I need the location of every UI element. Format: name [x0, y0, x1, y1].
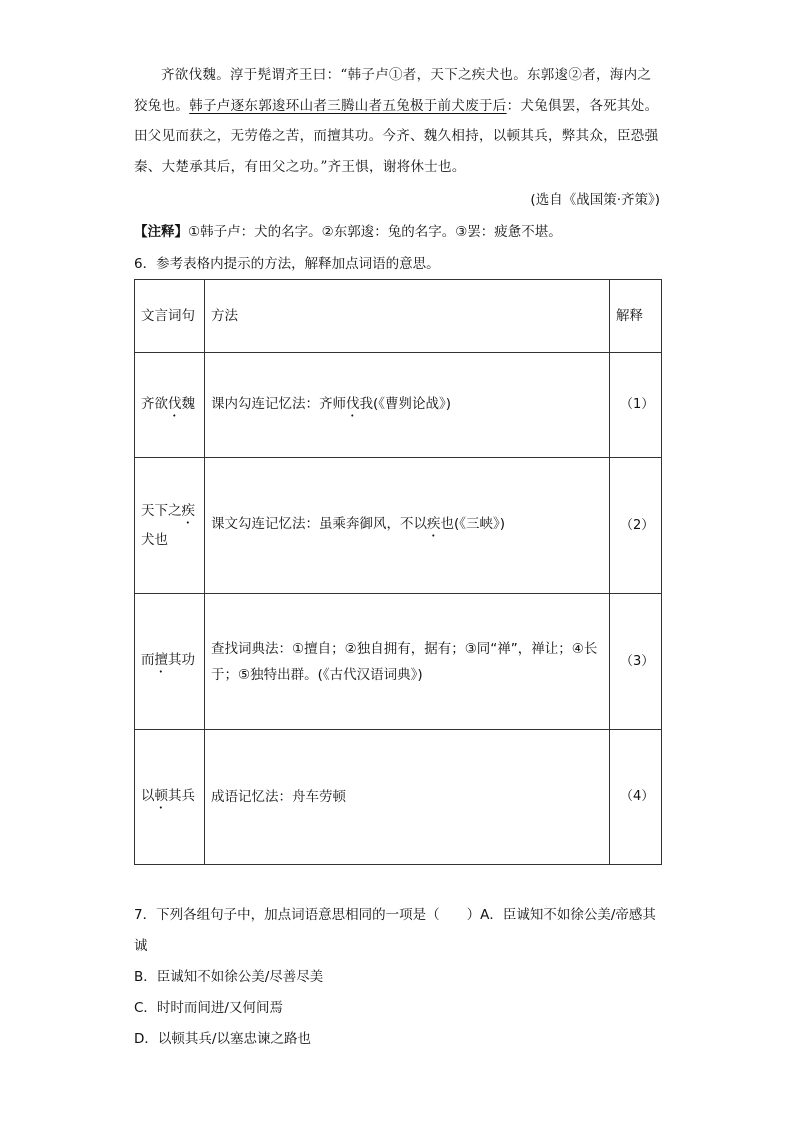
answer-blank[interactable]: （1）: [610, 353, 662, 458]
dotted-word: 伐: [346, 395, 360, 412]
dotted-word: 顿: [154, 787, 168, 804]
dotted-word: 疾: [427, 516, 441, 532]
answer-blank[interactable]: （2）: [610, 458, 662, 594]
table-row: [135, 353, 662, 458]
method-table: [134, 279, 662, 865]
phrase-text: 犬也: [141, 532, 168, 548]
method-cell: 查找词典法：①擅自；②独自拥有，据有；③同“禅”，禅让；④长于；⑤独特出群。(《古代汉语词典》): [205, 594, 610, 730]
passage-underlined-sentence: 韩子卢逐东郭逡环山者三腾山者五兔极于前犬废于后: [189, 97, 507, 114]
phrase-cell: [135, 458, 205, 594]
question-7-stem: 7．下列各组句子中，加点词语意思相同的一项是（ ）A．臣诚知不如徐公美/帝感其诚: [134, 907, 656, 954]
phrase-text: 以: [141, 787, 155, 804]
annotations-label: 【注释】: [134, 224, 188, 240]
method-cell: [205, 458, 610, 594]
dotted-word: 疾: [181, 503, 195, 519]
dotted-word: 伐: [168, 395, 182, 412]
question-6-title: 6．参考表格内提示的方法，解释加点词语的意思。: [134, 256, 440, 272]
option-d[interactable]: D．以顿其兵/以塞忠谏之路也: [134, 1031, 311, 1047]
passage-part-1: 齐欲伐魏。淳于髡谓齐王曰：“韩子卢①者，天下之疾犬也。东郭逡②者，海内之狡兔也。: [134, 67, 652, 114]
phrase-cell: [135, 594, 205, 730]
annotations-text: ①韩子卢：犬的名字。②东郭逡：兔的名字。③罢：疲惫不堪。: [188, 224, 562, 240]
method-text: 课文勾连记忆法：虽乘奔御风，不以: [211, 516, 427, 532]
table-header-row: [135, 280, 662, 353]
method-cell: 成语记忆法：舟车劳顿: [205, 730, 610, 865]
table-row: [135, 594, 662, 730]
phrase-cell: [135, 730, 205, 865]
phrase-text: 魏: [181, 395, 195, 412]
phrase-text: 齐欲: [141, 395, 168, 412]
method-text: 课内勾连记忆法：齐师: [211, 395, 346, 412]
phrase-text: 其兵: [168, 787, 195, 804]
answer-blank[interactable]: （3）: [610, 594, 662, 730]
method-text: 也(《三峡》): [440, 516, 506, 532]
dotted-word: 擅: [154, 652, 168, 668]
header-phrase: 文言词句: [135, 280, 205, 353]
phrase-text: 天下之: [141, 503, 182, 519]
header-method: 方法: [205, 280, 610, 353]
header-answer: 解释: [610, 280, 662, 353]
phrase-cell: [135, 353, 205, 458]
passage-source: (选自《战国策·齐策》): [530, 192, 660, 208]
option-c[interactable]: C．时时而间进/又何间焉: [134, 1000, 283, 1016]
table-row: [135, 458, 662, 594]
answer-blank[interactable]: （4）: [610, 730, 662, 865]
table-row: [135, 730, 662, 865]
method-text: 我(《曹刿论战》): [359, 395, 452, 412]
passage-part-3: ：犬兔俱罢，各死其处。田父见而获之，无劳倦之苦，而擅其功。今齐、魏久相持，以顿其兵，弊其众，臣恐强秦、大楚承其后，有田父之功。”齐王惧，谢将休士也。: [134, 97, 659, 175]
phrase-text: 其功: [168, 652, 195, 668]
annotations: [134, 220, 562, 240]
question-7: [134, 900, 662, 1055]
phrase-text: 而: [141, 652, 155, 668]
classical-passage: [134, 60, 662, 182]
method-cell: [205, 353, 610, 458]
option-b[interactable]: B．臣诚知不如徐公美/尽善尽美: [134, 969, 324, 985]
